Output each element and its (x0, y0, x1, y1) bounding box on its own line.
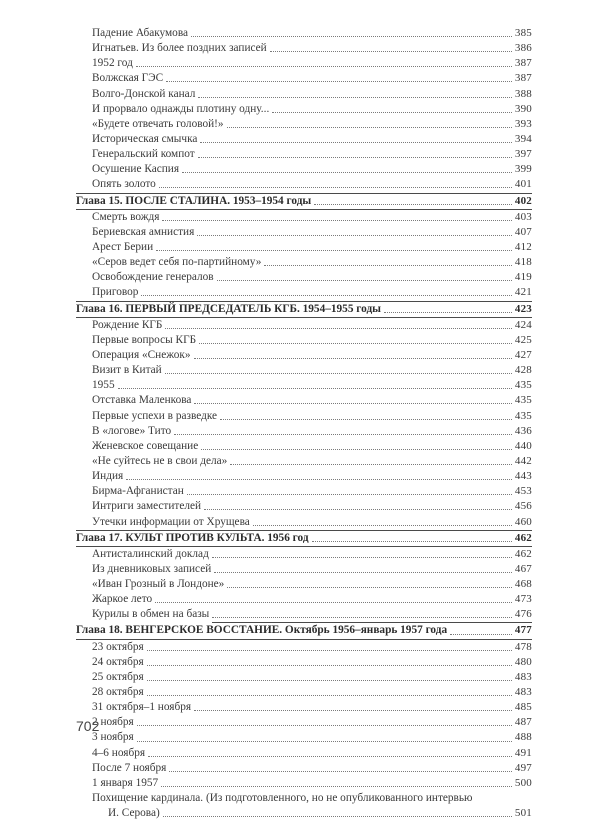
entry-page-number: 387 (514, 57, 532, 70)
toc-entry-row (76, 640, 532, 655)
entry-title: «Серов ведет себя по-партийному» (76, 255, 264, 270)
entry-title: Антисталинский доклад (76, 547, 212, 562)
toc-entry-row (76, 26, 532, 41)
toc-entry-row (76, 562, 532, 577)
entry-page-number: 440 (514, 439, 532, 452)
dot-leader (147, 694, 512, 696)
entry-page-number: 436 (514, 424, 532, 437)
dot-leader (384, 311, 512, 313)
toc-entry-row (76, 469, 532, 484)
entry-page-number: 443 (514, 470, 532, 483)
entry-page-number: 478 (514, 640, 532, 653)
dot-leader (212, 616, 512, 618)
dot-leader (198, 96, 511, 98)
entry-title: Первые успехи в разведке (76, 409, 220, 424)
dot-leader (199, 342, 512, 344)
toc-entry-row (76, 225, 532, 240)
dot-leader (450, 633, 512, 635)
toc-entry-row (76, 454, 532, 469)
entry-page-number: 483 (514, 686, 532, 699)
dot-leader (217, 279, 512, 281)
entry-title: И. Серова) (76, 806, 163, 821)
dot-leader (137, 724, 512, 726)
toc-entry-row (76, 577, 532, 592)
entry-page-number: 419 (514, 271, 532, 284)
entry-page-number: 394 (514, 132, 532, 145)
entry-title: 24 октября (76, 655, 147, 670)
entry-title: Падение Абакумова (76, 26, 191, 41)
dot-leader (194, 402, 511, 404)
page-number: 702 (76, 718, 100, 734)
entry-page-number: 386 (514, 42, 532, 55)
dot-leader (147, 649, 512, 651)
chapter-title: Глава 17. КУЛЬТ ПРОТИВ КУЛЬТА. 1956 год (76, 531, 312, 546)
dot-leader (136, 65, 512, 67)
chapter-title: Глава 15. ПОСЛЕ СТАЛИНА. 1953–1954 годы (76, 194, 314, 209)
toc-entry-row (76, 547, 532, 562)
entry-page-number: 497 (514, 761, 532, 774)
dot-leader (165, 372, 512, 374)
entry-title: «Будете отвечать головой!» (76, 117, 227, 132)
entry-title: 3 ноября (76, 730, 137, 745)
dot-leader (155, 601, 512, 603)
entry-page-number: 476 (514, 608, 532, 621)
toc-entry-row (76, 409, 532, 424)
toc-entry-row (76, 806, 532, 821)
dot-leader (270, 50, 512, 52)
entry-title: Визит в Китай (76, 363, 165, 378)
entry-title: «Не суйтесь не в свои дела» (76, 454, 230, 469)
entry-title: Утечки информации от Хрущева (76, 515, 253, 530)
entry-page-number: 393 (514, 117, 532, 130)
dot-leader (141, 294, 511, 296)
entry-title: Освобождение генералов (76, 270, 217, 285)
dot-leader (137, 740, 512, 742)
dot-leader (191, 35, 512, 37)
entry-page-number: 421 (514, 286, 532, 299)
entry-title: 1952 год (76, 56, 136, 71)
dot-leader (214, 571, 512, 573)
dot-leader (200, 141, 511, 143)
toc-entry-row (76, 670, 532, 685)
dot-leader (198, 156, 512, 158)
toc-chapter-row (76, 531, 532, 546)
table-of-contents (76, 26, 532, 821)
entry-title: После 7 ноября (76, 761, 169, 776)
toc-chapter-row (76, 302, 532, 317)
toc-entry-row (76, 499, 532, 514)
entry-title: Похищение кардинала. (Из подготовленного, но не опубликованного интервью (76, 791, 475, 806)
entry-page-number: 399 (514, 163, 532, 176)
toc-entry-row (76, 700, 532, 715)
entry-page-number: 501 (514, 807, 532, 820)
toc-entry-row (76, 147, 532, 162)
dot-leader (182, 171, 512, 173)
entry-page-number: 387 (514, 72, 532, 85)
entry-page-number: 427 (514, 348, 532, 361)
entry-page-number: 485 (514, 701, 532, 714)
toc-entry-row (76, 270, 532, 285)
dot-leader (194, 709, 512, 711)
entry-page-number: 462 (514, 547, 532, 560)
dot-leader (204, 508, 512, 510)
toc-entry-row (76, 132, 532, 147)
entry-title: В «логове» Тито (76, 424, 174, 439)
toc-entry-row (76, 484, 532, 499)
dot-leader (253, 524, 512, 526)
entry-page-number: 453 (514, 485, 532, 498)
dot-leader (147, 664, 512, 666)
dot-leader (201, 448, 512, 450)
entry-page-number: 401 (514, 178, 532, 191)
toc-entry-row (76, 285, 532, 300)
entry-page-number: 418 (514, 256, 532, 269)
entry-page-number: 467 (514, 562, 532, 575)
toc-entry-row (76, 71, 532, 86)
entry-page-number: 483 (514, 670, 532, 683)
toc-entry-row (76, 378, 532, 393)
toc-entry-row (76, 715, 532, 730)
entry-title: Арест Берии (76, 240, 156, 255)
toc-entry-row (76, 393, 532, 408)
entry-title: Генеральский компот (76, 147, 198, 162)
entry-title: 31 октября–1 ноября (76, 700, 194, 715)
toc-entry-row (76, 655, 532, 670)
toc-entry-row (76, 162, 532, 177)
entry-page-number: 462 (514, 531, 532, 544)
entry-page-number: 425 (514, 333, 532, 346)
toc-chapter-row (76, 623, 532, 638)
entry-title: Женевское совещание (76, 439, 201, 454)
entry-title: 1 января 1957 (76, 776, 161, 791)
dot-leader (227, 586, 512, 588)
toc-entry-row (76, 439, 532, 454)
entry-page-number: 428 (514, 364, 532, 377)
toc-entry-row (76, 117, 532, 132)
dot-leader (187, 493, 512, 495)
entry-page-number: 402 (514, 194, 532, 207)
entry-title: Приговор (76, 285, 141, 300)
dot-leader (169, 770, 512, 772)
toc-entry-row (76, 515, 532, 530)
entry-page-number: 424 (514, 318, 532, 331)
dot-leader (156, 249, 512, 251)
dot-leader (148, 755, 512, 757)
entry-page-number: 435 (514, 379, 532, 392)
toc-entry-row (76, 348, 532, 363)
toc-entry-row (76, 255, 532, 270)
toc-entry-row (76, 607, 532, 622)
entry-title: Жаркое лето (76, 592, 155, 607)
entry-title: Операция «Снежок» (76, 348, 194, 363)
dot-leader (159, 186, 512, 188)
entry-title: «Иван Грозный в Лондоне» (76, 577, 227, 592)
entry-page-number: 477 (514, 624, 532, 637)
entry-page-number: 468 (514, 578, 532, 591)
toc-entry-row (76, 87, 532, 102)
dot-leader (118, 387, 512, 389)
entry-title: 1955 (76, 378, 118, 393)
dot-leader (161, 785, 512, 787)
entry-title: Из дневниковых записей (76, 562, 214, 577)
entry-page-number: 397 (514, 148, 532, 161)
entry-title: Индия (76, 469, 126, 484)
entry-title: Рождение КГБ (76, 318, 165, 333)
toc-entry-row (76, 363, 532, 378)
toc-entry-row (76, 333, 532, 348)
entry-title: Волго-Донской канал (76, 87, 198, 102)
entry-page-number: 491 (514, 746, 532, 759)
entry-page-number: 480 (514, 655, 532, 668)
toc-entry-row (76, 102, 532, 117)
dot-leader (220, 418, 512, 420)
entry-title: 2 ноября (76, 715, 137, 730)
entry-title: Смерть вождя (76, 210, 162, 225)
entry-title: Игнатьев. Из более поздних записей (76, 41, 270, 56)
dot-leader (194, 357, 512, 359)
dot-leader (163, 815, 512, 817)
dot-leader (230, 463, 512, 465)
chapter-title: Глава 16. ПЕРВЫЙ ПРЕДСЕДАТЕЛЬ КГБ. 1954–1955 годы (76, 302, 384, 317)
dot-leader (212, 556, 512, 558)
dot-leader (312, 540, 512, 542)
entry-title: Историческая смычка (76, 132, 200, 147)
entry-title: 28 октября (76, 685, 147, 700)
toc-entry-row (76, 240, 532, 255)
dot-leader (174, 433, 512, 435)
dot-leader (126, 478, 512, 480)
toc-entry-row (76, 592, 532, 607)
toc-entry-row (76, 685, 532, 700)
entry-page-number: 435 (514, 394, 532, 407)
toc-entry-row (76, 210, 532, 225)
entry-title: Интриги заместителей (76, 499, 204, 514)
toc-entry-row (76, 730, 532, 745)
entry-page-number: 423 (514, 302, 532, 315)
dot-leader (272, 111, 512, 113)
entry-title: Бериевская амнистия (76, 225, 197, 240)
entry-page-number: 500 (514, 776, 532, 789)
entry-title: Первые вопросы КГБ (76, 333, 199, 348)
entry-title: Волжская ГЭС (76, 71, 166, 86)
entry-page-number: 403 (514, 210, 532, 223)
dot-leader (147, 679, 512, 681)
entry-page-number: 390 (514, 102, 532, 115)
dot-leader (264, 264, 512, 266)
entry-title: 23 октября (76, 640, 147, 655)
toc-entry-row (76, 41, 532, 56)
entry-page-number: 412 (514, 240, 532, 253)
toc-entry-row (76, 318, 532, 333)
entry-page-number: 487 (514, 716, 532, 729)
toc-entry-row (76, 776, 532, 791)
dot-leader (227, 126, 512, 128)
entry-title: Бирма-Афганистан (76, 484, 187, 499)
dot-leader (314, 203, 512, 205)
entry-title: 4–6 ноября (76, 746, 148, 761)
entry-page-number: 456 (514, 500, 532, 513)
entry-page-number: 435 (514, 409, 532, 422)
toc-entry-row (76, 761, 532, 776)
entry-title: Курилы в обмен на базы (76, 607, 212, 622)
entry-title: И прорвало однажды плотину одну... (76, 102, 272, 117)
toc-entry-row (76, 746, 532, 761)
dot-leader (165, 327, 511, 329)
dot-leader (162, 219, 511, 221)
dot-leader (197, 234, 512, 236)
toc-entry-row (76, 177, 532, 192)
entry-page-number: 407 (514, 225, 532, 238)
toc-entry-row (76, 791, 532, 806)
toc-entry-row (76, 424, 532, 439)
toc-chapter-row (76, 194, 532, 209)
entry-page-number: 442 (514, 454, 532, 467)
entry-title: Отставка Маленкова (76, 393, 194, 408)
entry-page-number: 388 (514, 87, 532, 100)
entry-page-number: 460 (514, 515, 532, 528)
dot-leader (166, 80, 512, 82)
entry-page-number: 488 (514, 731, 532, 744)
toc-entry-row (76, 56, 532, 71)
entry-page-number: 385 (514, 27, 532, 39)
entry-title: Опять золото (76, 177, 159, 192)
entry-title: 25 октября (76, 670, 147, 685)
entry-title: Осушение Каспия (76, 162, 182, 177)
entry-page-number: 473 (514, 593, 532, 606)
chapter-title: Глава 18. ВЕНГЕРСКОЕ ВОССТАНИЕ. Октябрь 1956–январь 1957 года (76, 623, 450, 638)
